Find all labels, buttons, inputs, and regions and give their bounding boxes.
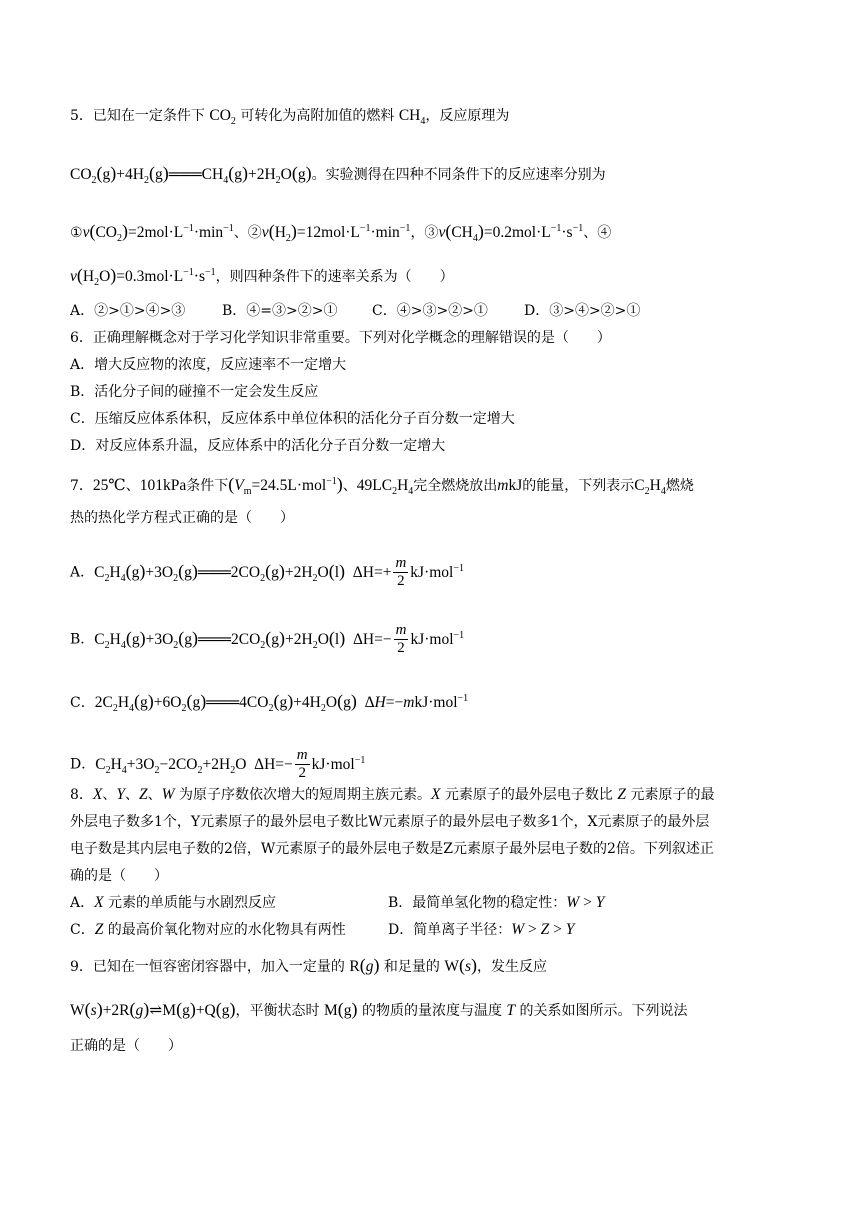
q6-stem: 6．正确理解概念对于学习化学知识非常重要。下列对化学概念的理解错误的是（ ） — [70, 330, 611, 346]
q5-line-1: 5．已知在一定条件下 $CO_2$ 可转化为高附加值的燃料 $CH_4$，反应原理为 — [70, 107, 510, 128]
q9-line-1: 9．已知在一恒容密闭容器中，加入一定量的 R(g) 和足量的 W(s)，发生反应 — [70, 955, 548, 975]
q7-option-b: B．$C_2H_4(g)+3O_2(g)═══2CO_2(g)+2H_2O(l)$ ΔH=− $\frac{m}{2}$ kJ·mol$^{-1}$ — [70, 622, 465, 656]
q9-line-3: 正确的是（ ） — [70, 1038, 182, 1054]
q5-option-a: A．②>①>④>③ — [70, 303, 186, 319]
q5-option-c: C．④>③>②>① — [372, 303, 488, 319]
q8-option-d: D．简单离子半径：W > Z > Y — [388, 921, 575, 938]
q7-option-d: D．$C_2H_4+3O_2-2CO_2+2H_2O$ ΔH=− $\frac{m}{2}$ kJ·mol$^{-1}$ — [70, 747, 366, 781]
q5-rates-line: $①v(CO_2)=2mol\cdot L^{-1}\cdot\min^{-1}$、$②v(H_2)=12mol\cdot L^{-1}\cdot\min^{-1}$，$③v(CH_4)=0.2mol\cdot L^{-1}\cdot s^{-1}$、④ — [70, 221, 612, 245]
q7-line-1: 7．25℃、101kPa条件下$(V_m=24.5L\cdot mol^{-1})$、$49LC_2H_4$完全燃烧放出mkJ的能量，下列表示$C_2H_4$燃烧 — [70, 474, 694, 498]
q5-reaction-equation: $CO_2(g)+4H_2(g)═══CH_4(g)+2H_2O(g)$。实验测得在四种不同条件下的反应速率分别为 — [70, 163, 606, 187]
q5-line-4: $v(H_2O)=0.3mol\cdot L^{-1}\cdot s^{-1}$，则四种条件下的速率关系为（ ） — [70, 265, 454, 289]
q6-option-a: A．增大反应物的浓度，反应速率不一定增大 — [70, 357, 347, 373]
q8-line-3: 电子数是其内层电子数的2倍，W元素原子的最外层电子数是Z元素原子最外层电子数的2倍。下列叙述正 — [70, 841, 714, 857]
q6-option-c: C．压缩反应体系体积，反应体系中单位体积的活化分子百分数一定增大 — [70, 411, 515, 427]
q8-line-4: 确的是（ ） — [70, 868, 168, 884]
q8-option-b: B．最简单氢化物的稳定性：W > Y — [388, 894, 605, 911]
q8-option-a: A．X 元素的单质能与水剧烈反应 — [70, 894, 277, 911]
q7-option-c: C．$2C_2H_4(g)+6O_2(g)═══4CO_2(g)+4H_2O(g)$ ΔH=−mkJ·mol$^{-1}$ — [70, 691, 469, 715]
q9-reaction-line: W(s)+2R(g)⇌M(g)+Q(g)，平衡状态时 M(g) 的物质的量浓度与温度 T 的关系如图所示。下列说法 — [70, 999, 688, 1019]
q6-option-b: B．活化分子间的碰撞不一定会发生反应 — [70, 384, 319, 400]
q8-option-c: C．Z 的最高价氧化物对应的水化物具有两性 — [70, 921, 346, 938]
q7-line-2: 热的热化学方程式正确的是（ ） — [70, 510, 294, 526]
q8-line-2: 外层电子数多1个，Y元素原子的最外层电子数比W元素原子的最外层电子数多1个，X元素原子的最外层 — [70, 814, 710, 830]
q5-option-d: D．③>④>②>① — [524, 303, 641, 319]
q8-line-1: 8．X、Y、Z、W 为原子序数依次增大的短周期主族元素。X 元素原子的最外层电子数比 Z 元素原子的最 — [70, 786, 715, 803]
q7-option-a: A．$C_2H_4(g)+3O_2(g)═══2CO_2(g)+2H_2O(l)$ ΔH=+ $\frac{m}{2}$ kJ·mol$^{-1}$ — [70, 555, 464, 589]
q6-option-d: D．对反应体系升温，反应体系中的活化分子百分数一定增大 — [70, 438, 446, 454]
q5-option-b: B．④=③>②>① — [222, 303, 338, 319]
